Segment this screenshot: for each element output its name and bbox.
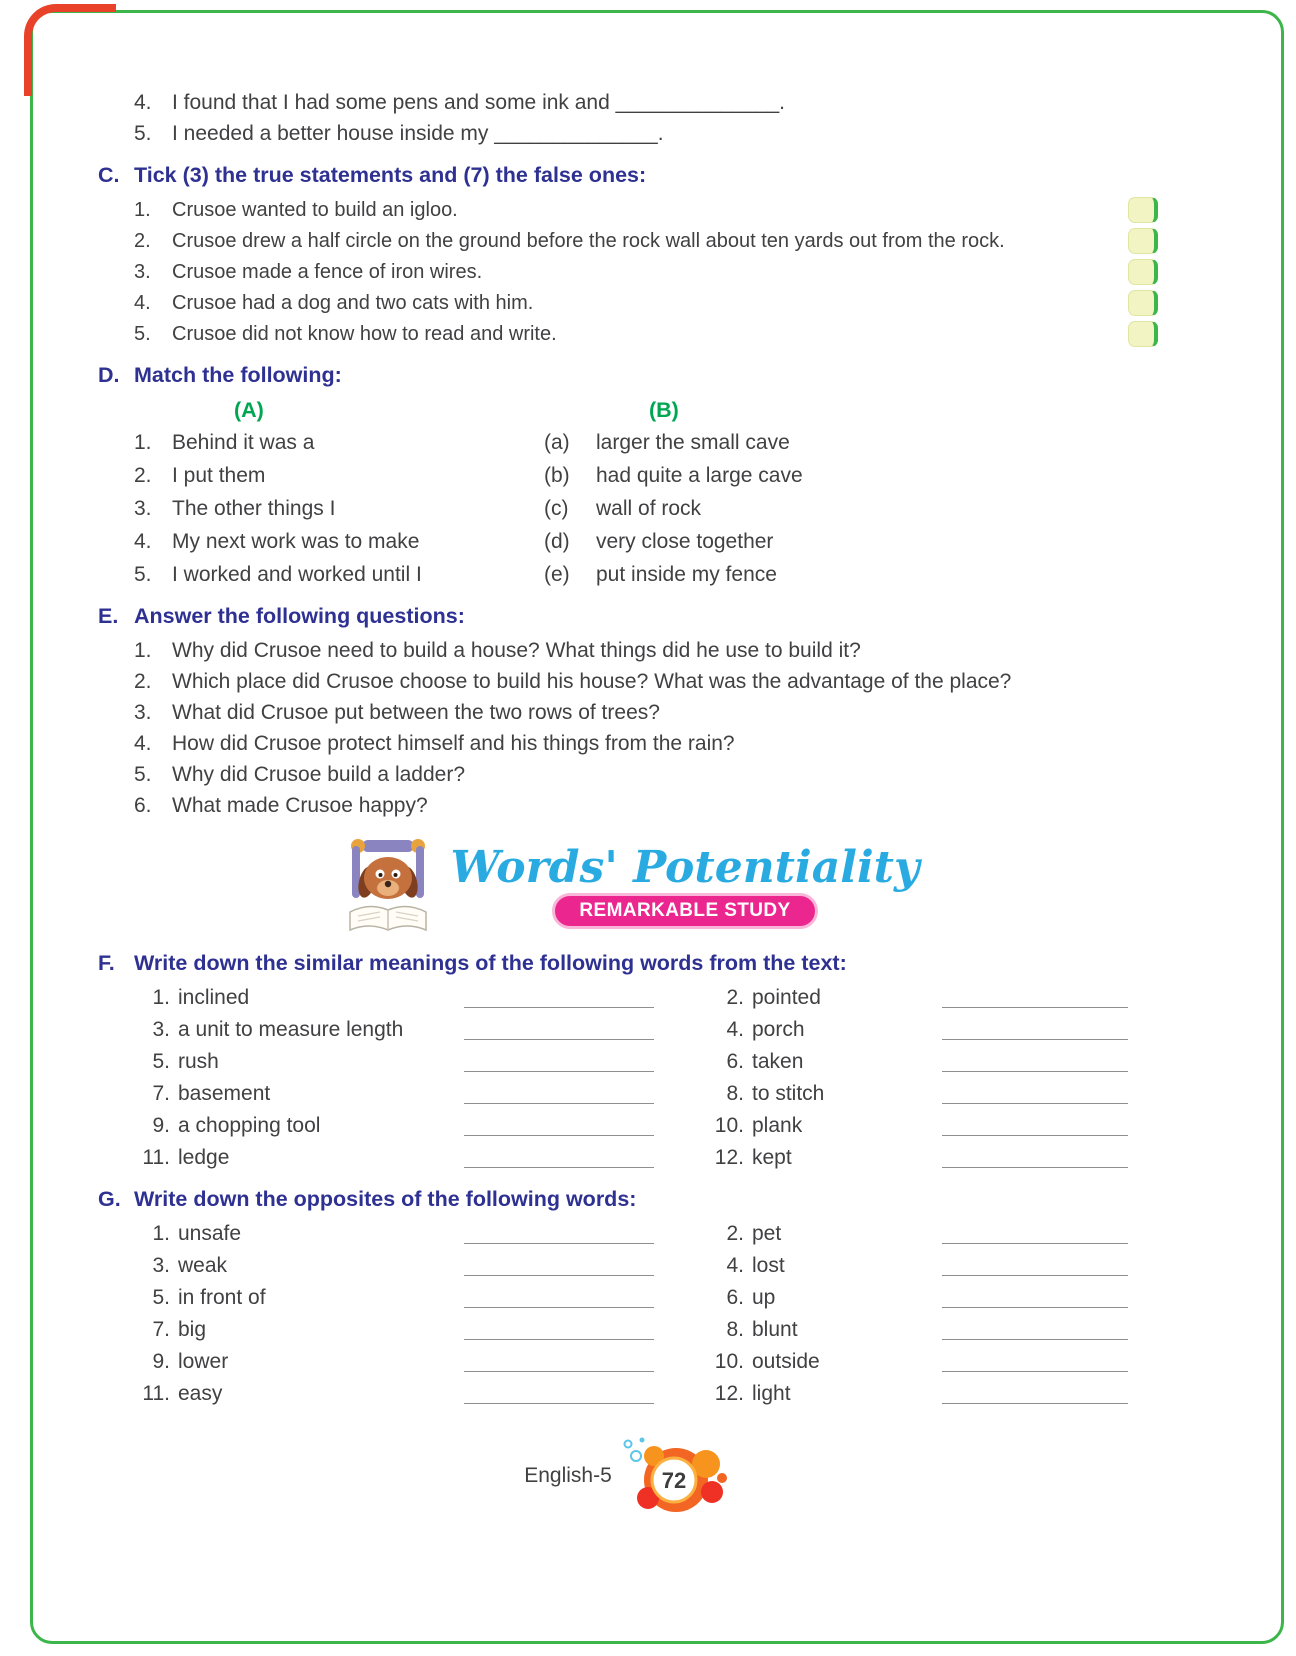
item-text: How did Crusoe protect himself and his things from the rain? <box>172 732 735 755</box>
vocab-row <box>98 1016 1158 1044</box>
vocab-word: outside <box>752 1350 820 1373</box>
item-number: 1. <box>134 639 152 662</box>
item-number: 6. <box>726 1050 744 1073</box>
vocab-word: easy <box>178 1382 223 1405</box>
section-title: Match the following: <box>134 363 342 387</box>
book-title: English-5 <box>524 1464 612 1487</box>
answer-blank <box>464 984 654 1008</box>
item-number: 3. <box>152 1254 170 1277</box>
banner-badge: REMARKABLE STUDY <box>552 893 817 929</box>
match-right-text: very close together <box>596 530 774 553</box>
item-number: 5. <box>134 122 152 145</box>
answer-blank <box>942 1252 1128 1276</box>
vocab-word: unsafe <box>178 1222 242 1245</box>
item-number: 11. <box>142 1146 170 1169</box>
vocab-word: basement <box>178 1082 271 1105</box>
item-number: 3. <box>152 1018 170 1041</box>
true-false-item <box>98 196 1158 224</box>
column-a-header: (A) <box>234 398 264 422</box>
vocab-word: big <box>178 1318 207 1341</box>
vocab-word: rush <box>178 1050 219 1073</box>
section-f-heading <box>98 949 1158 977</box>
item-number: 5. <box>134 563 152 586</box>
vocab-row <box>98 1284 1158 1312</box>
corner-accent <box>24 4 116 96</box>
section-letter: D. <box>98 363 120 387</box>
dog-reading-icon <box>336 836 440 936</box>
item-number: 7. <box>152 1082 170 1105</box>
vocab-word: blunt <box>752 1318 798 1341</box>
vocab-row <box>98 1316 1158 1344</box>
answer-blank <box>464 1252 654 1276</box>
page-number-splash <box>614 1430 732 1522</box>
vocab-word: in front of <box>178 1286 266 1309</box>
banner-texts <box>450 843 919 929</box>
column-b-header: (B) <box>649 398 679 422</box>
item-number: 4. <box>134 530 152 553</box>
answer-blank <box>464 1112 654 1136</box>
vocab-row <box>98 984 1158 1012</box>
section-title: Write down the similar meanings of the following words from the text: <box>134 951 847 975</box>
match-right-text: put inside my fence <box>596 563 777 586</box>
match-letter: (b) <box>544 464 570 487</box>
match-left-text: My next work was to make <box>172 530 420 553</box>
answer-blank <box>942 1284 1128 1308</box>
vocab-word: pet <box>752 1222 782 1245</box>
answer-blank <box>464 1080 654 1104</box>
answer-blank <box>942 1048 1128 1072</box>
answer-blank <box>464 1220 654 1244</box>
section-d-heading <box>98 361 1158 389</box>
item-number: 12. <box>714 1382 744 1405</box>
item-number: 2. <box>726 986 744 1009</box>
vocab-word: pointed <box>752 986 821 1009</box>
vocab-word: inclined <box>178 986 250 1009</box>
item-text: Crusoe wanted to build an igloo. <box>172 199 458 221</box>
vocab-word: kept <box>752 1146 792 1169</box>
vocab-word: to stitch <box>752 1082 825 1105</box>
vocab-word: a unit to measure length <box>178 1018 404 1041</box>
section-title: Write down the opposites of the following words: <box>134 1187 637 1211</box>
answer-blank <box>942 984 1128 1008</box>
section-title: Tick (3) the true statements and (7) the false ones: <box>134 163 647 187</box>
answer-checkbox[interactable] <box>1128 259 1158 285</box>
item-number: 5. <box>134 323 151 345</box>
item-number: 4. <box>726 1254 744 1277</box>
match-letter: (e) <box>544 563 570 586</box>
vocab-word: porch <box>752 1018 805 1041</box>
item-number: 10. <box>714 1350 744 1373</box>
match-row <box>98 561 1158 589</box>
fill-blank-item <box>98 89 1158 117</box>
section-letter: G. <box>98 1187 121 1211</box>
answer-checkbox[interactable] <box>1128 321 1158 347</box>
answer-blank <box>464 1284 654 1308</box>
match-right-text: wall of rock <box>596 497 702 520</box>
item-number: 1. <box>134 431 152 454</box>
match-right-text: larger the small cave <box>596 431 790 454</box>
true-false-item <box>98 227 1158 255</box>
question-item <box>98 699 1158 727</box>
answer-blank <box>942 1016 1128 1040</box>
answer-blank <box>942 1380 1128 1404</box>
item-number: 12. <box>714 1146 744 1169</box>
answer-blank <box>942 1144 1128 1168</box>
vocab-row <box>98 1380 1158 1408</box>
item-text: Which place did Crusoe choose to build his house? What was the advantage of the place? <box>172 670 1012 693</box>
answer-blank <box>464 1016 654 1040</box>
section-letter: C. <box>98 163 120 187</box>
answer-blank <box>464 1316 654 1340</box>
item-text: Crusoe made a fence of iron wires. <box>172 261 483 283</box>
vocab-row <box>98 1144 1158 1172</box>
item-number: 9. <box>152 1350 170 1373</box>
match-column-headers <box>98 396 1158 424</box>
item-text: What made Crusoe happy? <box>172 794 428 817</box>
vocab-row <box>98 1112 1158 1140</box>
item-number: 5. <box>134 763 152 786</box>
item-number: 8. <box>726 1318 744 1341</box>
page-footer <box>98 1430 1158 1522</box>
item-number: 5. <box>152 1050 170 1073</box>
match-row <box>98 495 1158 523</box>
item-number: 3. <box>134 701 152 724</box>
vocab-word: taken <box>752 1050 804 1073</box>
item-text: Why did Crusoe build a ladder? <box>172 763 465 786</box>
item-number: 8. <box>726 1082 744 1105</box>
banner-title: Words' Potentiality <box>450 842 920 893</box>
item-number: 4. <box>134 91 152 114</box>
item-number: 4. <box>726 1018 744 1041</box>
vocab-word: a chopping tool <box>178 1114 321 1137</box>
vocab-word: plank <box>752 1114 803 1137</box>
item-text: Why did Crusoe need to build a house? What things did he use to build it? <box>172 639 861 662</box>
item-number: 9. <box>152 1114 170 1137</box>
section-title: Answer the following questions: <box>134 604 465 628</box>
answer-blank <box>464 1348 654 1372</box>
item-number: 1. <box>152 986 170 1009</box>
item-number: 1. <box>152 1222 170 1245</box>
vocab-row <box>98 1348 1158 1376</box>
vocab-word: up <box>752 1286 776 1309</box>
vocab-row <box>98 1252 1158 1280</box>
section-g-heading <box>98 1185 1158 1213</box>
match-letter: (c) <box>544 497 569 520</box>
answer-blank <box>464 1048 654 1072</box>
item-number: 2. <box>134 670 152 693</box>
question-item <box>98 761 1158 789</box>
answer-checkbox[interactable] <box>1128 228 1158 254</box>
item-number: 6. <box>726 1286 744 1309</box>
vocab-word: lower <box>178 1350 229 1373</box>
true-false-item <box>98 320 1158 348</box>
match-left-text: Behind it was a <box>172 431 315 454</box>
answer-blank <box>464 1144 654 1168</box>
answer-blank <box>942 1348 1128 1372</box>
vocab-word: ledge <box>178 1146 230 1169</box>
question-item <box>98 792 1158 820</box>
vocab-word: lost <box>752 1254 785 1277</box>
item-number: 3. <box>134 497 152 520</box>
match-row <box>98 528 1158 556</box>
section-e-heading <box>98 602 1158 630</box>
match-left-text: I put them <box>172 464 266 487</box>
item-number: 11. <box>142 1382 170 1405</box>
fill-blank-item <box>98 120 1158 148</box>
page-content <box>98 86 1158 1522</box>
answer-blank <box>942 1220 1128 1244</box>
question-item <box>98 637 1158 665</box>
question-item <box>98 668 1158 696</box>
answer-blank <box>464 1380 654 1404</box>
question-item <box>98 730 1158 758</box>
item-number: 2. <box>134 464 152 487</box>
match-row <box>98 462 1158 490</box>
match-letter: (a) <box>544 431 570 454</box>
item-number: 5. <box>152 1286 170 1309</box>
section-c-heading <box>98 161 1158 189</box>
item-text: Crusoe drew a half circle on the ground before the rock wall about ten yards out from the rock. <box>172 230 1005 252</box>
match-left-text: I worked and worked until I <box>172 563 422 586</box>
vocab-row <box>98 1080 1158 1108</box>
item-number: 4. <box>134 292 151 314</box>
true-false-item <box>98 289 1158 317</box>
vocab-word: weak <box>178 1254 228 1277</box>
match-letter: (d) <box>544 530 570 553</box>
words-potentiality-banner <box>98 836 1158 936</box>
item-text: What did Crusoe put between the two rows of trees? <box>172 701 660 724</box>
vocab-row <box>98 1048 1158 1076</box>
vocab-word: light <box>752 1382 791 1405</box>
answer-blank <box>942 1112 1128 1136</box>
match-left-text: The other things I <box>172 497 336 520</box>
item-number: 4. <box>134 732 152 755</box>
item-number: 3. <box>134 261 151 283</box>
item-number: 1. <box>134 199 151 221</box>
item-number: 10. <box>714 1114 744 1137</box>
item-text: I needed a better house inside my ______________. <box>172 122 664 145</box>
page-number: 72 <box>661 1468 687 1493</box>
answer-checkbox[interactable] <box>1128 290 1158 316</box>
match-row <box>98 429 1158 457</box>
answer-blank <box>942 1080 1128 1104</box>
item-text: I found that I had some pens and some ink and ______________. <box>172 91 785 114</box>
section-letter: F. <box>98 951 115 975</box>
item-number: 6. <box>134 794 152 817</box>
item-number: 2. <box>134 230 151 252</box>
section-letter: E. <box>98 604 119 628</box>
item-text: Crusoe did not know how to read and write. <box>172 323 557 345</box>
item-text: Crusoe had a dog and two cats with him. <box>172 292 534 314</box>
vocab-row <box>98 1220 1158 1248</box>
match-right-text: had quite a large cave <box>596 464 803 487</box>
answer-checkbox[interactable] <box>1128 197 1158 223</box>
item-number: 2. <box>726 1222 744 1245</box>
true-false-item <box>98 258 1158 286</box>
item-number: 7. <box>152 1318 170 1341</box>
answer-blank <box>942 1316 1128 1340</box>
